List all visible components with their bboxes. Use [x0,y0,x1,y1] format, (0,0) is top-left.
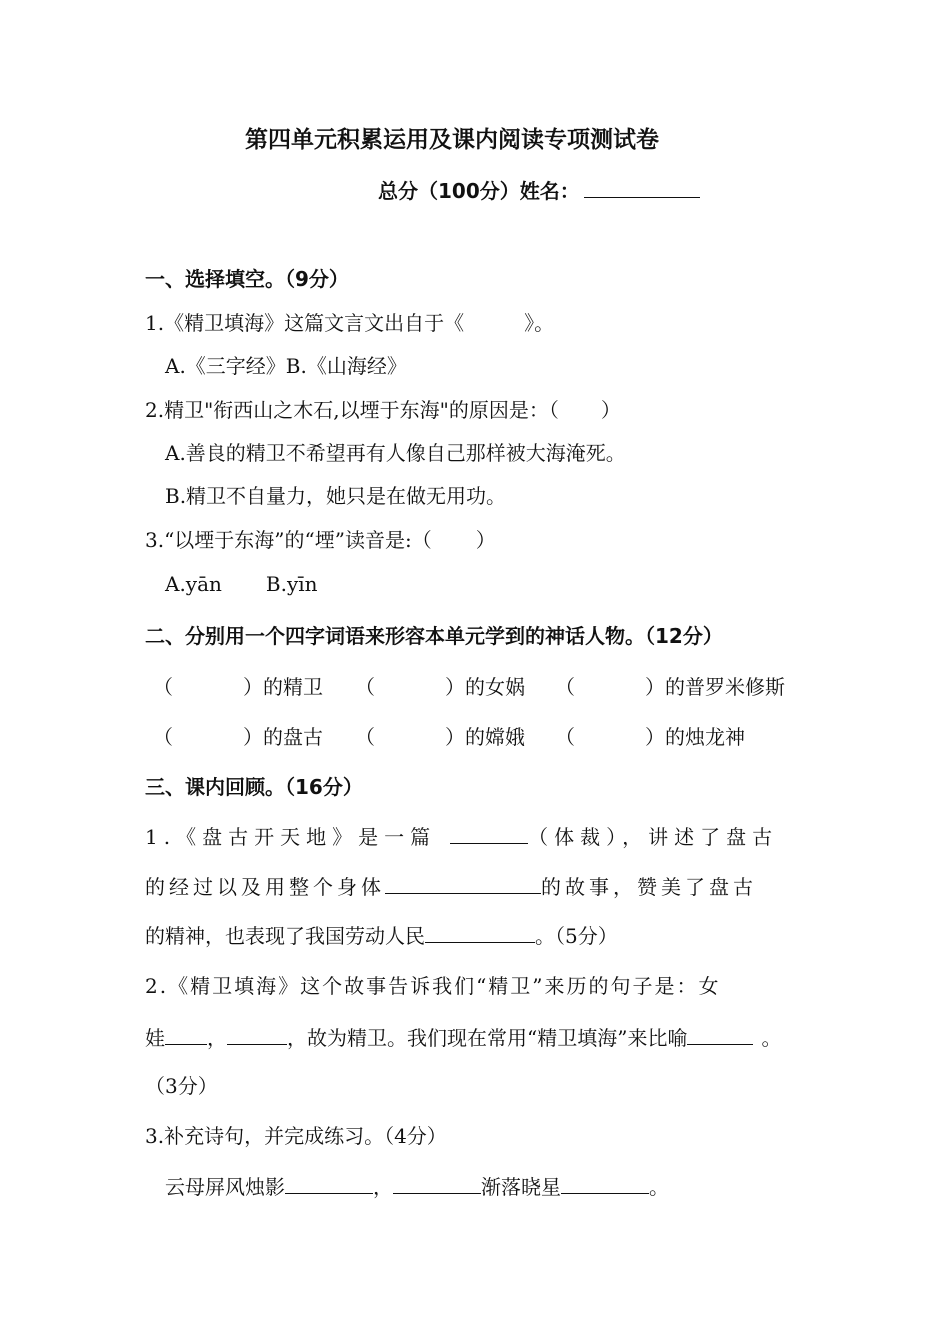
s2-item: （ ）的女娲 [355,675,525,699]
s2-item: （ ）的烛龙神 [555,725,745,749]
score-name-line [378,177,700,205]
s2-item: （ ）的嫦娥 [355,725,525,749]
name-label: 姓名： [519,179,580,203]
s3-q3-poem: 云母屏风烛影 ， 渐落晓星 。 [165,1175,669,1199]
q2-blank-1[interactable] [165,1024,207,1045]
poem-blank-1[interactable] [285,1173,373,1194]
s1-q3-option-a: A.yān [165,572,222,596]
people-blank[interactable] [425,922,535,943]
s2-item: （ ）的盘古 [153,725,323,749]
s3-q2-line3: （3分） [145,1074,218,1098]
s2-item: （ ）的精卫 [153,675,323,699]
q2-blank-3[interactable] [687,1024,753,1045]
s1-q2-option-a: A.善良的精卫不希望再有人像自己那样被大海淹死。 [165,441,626,465]
s1-q2-stem: 2.精卫"衔西山之木石,以堙于东海"的原因是：（ [145,398,559,422]
s1-q3-options [165,570,318,598]
total-score: 总分（100分） [378,179,520,203]
s1-q1-stem-end: 》。 [524,311,555,335]
s1-q2 [145,396,621,424]
s3-q1-line3: 的精神，也表现了我国劳动人民 。（5分） [145,924,618,948]
q2-blank-2[interactable] [227,1024,287,1045]
page-title: 第四单元积累运用及课内阅读专项测试卷 [245,127,659,153]
s3-q1-line2: 的经过以及用整个身体 的故事，赞美了盘古 [145,875,757,899]
s3-q3-stem: 3.补充诗句，并完成练习。（4分） [145,1124,447,1148]
s1-q3 [145,526,496,554]
poem-blank-2[interactable] [393,1173,481,1194]
name-blank[interactable] [584,177,700,198]
s3-q2-line1: 2.《精卫填海》这个故事告诉我们“精卫”来历的句子是：女 [145,974,721,998]
s1-q1-stem: 1.《精卫填海》这篇文言文出自于《 [145,311,465,335]
section1-heading: 一、选择填空。（9分） [145,267,349,291]
s1-q3-stem-end: ） [475,528,496,552]
genre-blank[interactable] [450,823,528,844]
s3-q1-line1: 1.《盘古开天地》是一篇 （体裁），讲述了盘古 [145,825,779,849]
s1-q2-option-b: B.精卫不自量力，她只是在做无用功。 [165,484,507,508]
s3-q2-line2: 娃 ， ，故为精卫。我们现在常用“精卫填海”来比喻 。 [145,1026,782,1050]
s1-q1 [145,309,554,337]
s1-q3-stem: 3.“以堙于东海”的“堙”读音是:（ [145,528,432,552]
section2-heading: 二、分别用一个四字词语来形容本单元学到的神话人物。（12分） [145,624,723,648]
poem-blank-3[interactable] [561,1173,649,1194]
s1-q2-stem-end: ） [600,398,621,422]
body-blank[interactable] [385,873,541,894]
s2-item: （ ）的普罗米修斯 [555,675,785,699]
s1-q3-option-b: B.yīn [265,572,318,596]
s1-q1-options: A.《三字经》B.《山海经》 [165,354,407,378]
section3-heading: 三、课内回顾。（16分） [145,775,363,799]
